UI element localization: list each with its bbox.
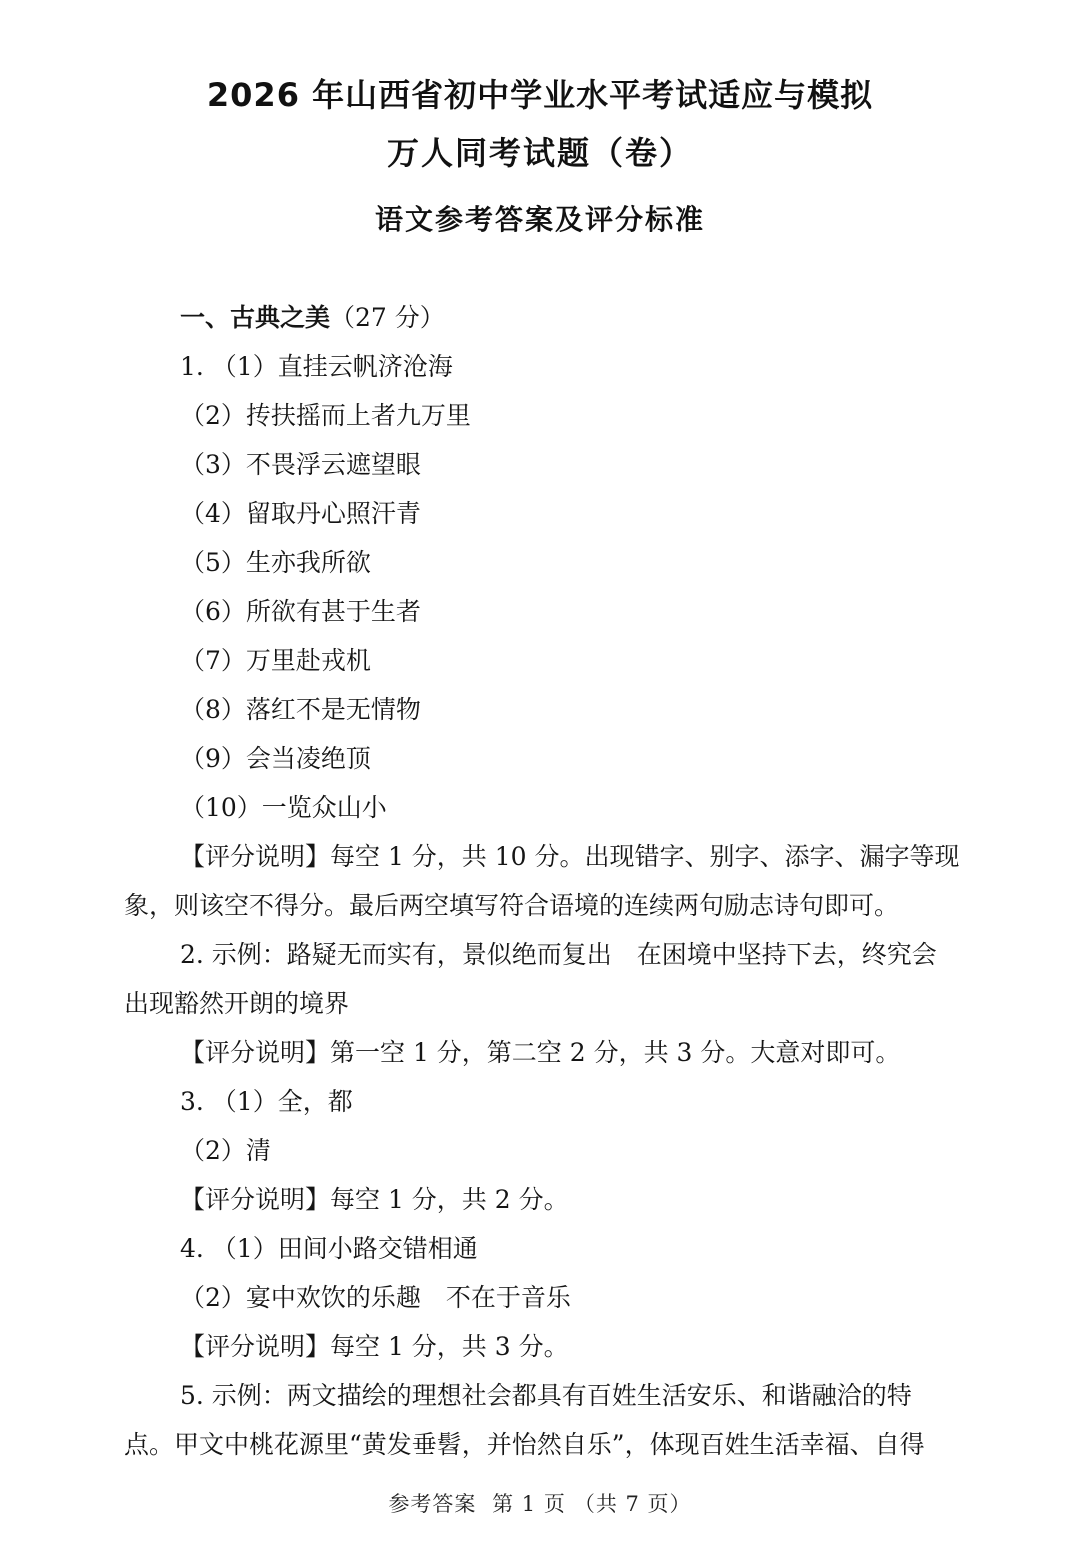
q4-scoring-note: 【评分说明】每空 1 分，共 3 分。 bbox=[180, 1332, 569, 1361]
document-title: 语文参考答案及评分标准 bbox=[374, 203, 705, 236]
q1-item-9: （9）会当凌绝顶 bbox=[180, 744, 371, 773]
q4-item-2: （2）宴中欢饮的乐趣 不在于音乐 bbox=[180, 1283, 571, 1312]
q4-item-1: 4. （1）田间小路交错相通 bbox=[180, 1234, 478, 1263]
q1-item-6: （6）所欲有甚于生者 bbox=[180, 597, 421, 626]
q3-item-2: （2）清 bbox=[180, 1136, 271, 1165]
q1-item-4: （4）留取丹心照汗青 bbox=[180, 499, 421, 528]
footer-total-pages: （共 7 页） bbox=[573, 1492, 692, 1516]
q1-scoring-note: 【评分说明】每空 1 分，共 10 分。出现错字、别字、添字、漏字等现 bbox=[180, 842, 960, 871]
page-footer bbox=[0, 1488, 1080, 1518]
exam-title: 2026 年山西省初中学业水平考试适应与模拟 bbox=[206, 76, 874, 114]
q5-answer: 5. 示例：两文描绘的理想社会都具有百姓生活安乐、和谐融洽的特 bbox=[180, 1381, 912, 1410]
section-title: 一、古典之美 bbox=[180, 303, 331, 332]
q1-item-5: （5）生亦我所欲 bbox=[180, 548, 371, 577]
q1-item-8: （8）落红不是无情物 bbox=[180, 695, 421, 724]
q2-answer-cont: 出现豁然开朗的境界 bbox=[124, 989, 350, 1018]
q2-scoring-note: 【评分说明】第一空 1 分，第二空 2 分，共 3 分。大意对即可。 bbox=[180, 1038, 901, 1067]
q5-answer-cont: 点。甲文中桃花源里“黄发垂髫，并怡然自乐”，体现百姓生活幸福、自得 bbox=[124, 1430, 925, 1459]
q3-scoring-note: 【评分说明】每空 1 分，共 2 分。 bbox=[180, 1185, 569, 1214]
section-score: （27 分） bbox=[330, 303, 445, 332]
exam-subtitle: 万人同考试题（卷） bbox=[386, 134, 693, 172]
footer-label: 参考答案 bbox=[388, 1492, 477, 1516]
q3-item-1: 3. （1）全，都 bbox=[180, 1087, 353, 1116]
q1-item-7: （7）万里赴戎机 bbox=[180, 646, 371, 675]
section-heading bbox=[180, 300, 445, 336]
footer-page-number: 第 1 页 bbox=[492, 1492, 566, 1516]
q1-scoring-note-cont: 象，则该空不得分。最后两空填写符合语境的连续两句励志诗句即可。 bbox=[124, 891, 900, 920]
q1-item-1: 1. （1）直挂云帆济沧海 bbox=[180, 352, 453, 381]
q2-answer: 2. 示例：路疑无而实有，景似绝而复出 在困境中坚持下去，终究会 bbox=[180, 940, 937, 969]
q1-item-10: （10）一览众山小 bbox=[180, 793, 387, 822]
q1-item-3: （3）不畏浮云遮望眼 bbox=[180, 450, 421, 479]
q1-item-2: （2）抟扶摇而上者九万里 bbox=[180, 401, 471, 430]
